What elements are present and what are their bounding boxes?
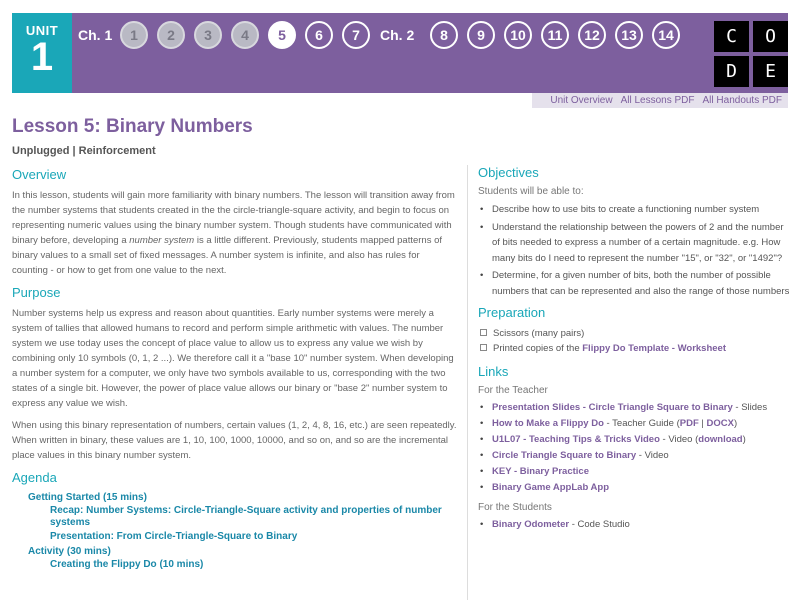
lesson-4-link[interactable]: 4 [231,21,259,49]
overview-text-emphasis: number system [129,235,195,246]
prep-item-text [493,341,726,356]
link-separator: | [698,418,707,429]
lesson-8-link[interactable]: 8 [430,21,458,49]
objectives-heading: Objectives [478,165,539,180]
lesson-9-link[interactable]: 9 [467,21,495,49]
logo-letter-c: C [714,21,749,52]
links-heading: Links [478,364,509,379]
agenda-heading: Agenda [12,470,57,485]
lesson-12-link[interactable]: 12 [578,21,606,49]
guide-docx-link[interactable]: DOCX [706,418,734,429]
prep-item-prefix: Printed copies of the [493,343,583,354]
lesson-7-link[interactable]: 7 [342,21,370,49]
student-links-list [478,517,790,533]
overview-text-part2: is a little different. Previously, students mapped patterns of binary values to a small set of fixed messages. A number system is infinite, and also has rules for counting - or how to get from one value to the next. [12,235,443,276]
objective-item: • Describe how to use bits to create a functioning number system [478,202,790,218]
preparation-heading: Preparation [478,305,546,320]
link-item [478,448,790,464]
purpose-heading: Purpose [12,285,61,300]
left-column [12,165,458,573]
chapter-2-lessons [430,21,680,49]
lesson-navigation [78,21,680,49]
link-desc: - Code Studio [569,519,630,530]
unit-label: UNIT [25,23,59,38]
agenda-recap[interactable]: Recap: Number Systems: Circle-Triangle-Square activity and properties of number systems [50,505,442,528]
checkbox-icon[interactable] [480,329,487,336]
link-item [478,517,790,533]
chapter-2-label: Ch. 2 [380,27,415,43]
link-item [478,464,790,480]
agenda-presentation[interactable]: Presentation: From Circle-Triangle-Square to Binary [50,531,298,542]
page-title: Lesson 5: Binary Numbers [12,116,253,137]
binary-game-app-link[interactable]: Binary Game AppLab App [492,482,610,493]
circle-triangle-video-link[interactable]: Circle Triangle Square to Binary [492,450,637,461]
link-item [478,416,790,432]
teaching-tips-video-link[interactable]: U1L07 - Teaching Tips & Tricks Video [492,434,660,445]
checkbox-icon[interactable] [480,344,487,351]
presentation-slides-link[interactable]: Presentation Slides - Circle Triangle Square to Binary [492,402,733,413]
column-divider [467,165,468,600]
guide-pdf-link[interactable]: PDF [679,418,699,429]
lesson-1-link[interactable]: 1 [120,21,148,49]
overview-text-part1: In this lesson, students will gain more familiarity with binary numbers. The lesson will transition away from the number systems that students created in the the circle-triangle-square activity, and begin to focus on representing numeric values using the binary number system. Though students have communicated with binary before, developing a [12,190,455,246]
chapter-1-lessons [120,21,370,49]
unit-overview-link[interactable]: Unit Overview [550,95,613,106]
code-logo[interactable] [714,21,788,87]
link-desc: - Video ( [659,434,699,445]
link-desc: - Video [636,450,669,461]
lesson-13-link[interactable]: 13 [615,21,643,49]
for-students-label: For the Students [478,502,552,513]
lesson-3-link[interactable]: 3 [194,21,222,49]
unit-badge[interactable] [12,13,72,93]
link-desc: ) [742,434,746,445]
prep-item-scissors [480,326,790,341]
prep-item-text: Scissors (many pairs) [493,328,585,339]
lesson-10-link[interactable]: 10 [504,21,532,49]
prep-item-printed-copies [480,341,790,356]
binary-odometer-link[interactable]: Binary Odometer [492,519,570,530]
agenda-getting-started[interactable]: Getting Started (15 mins) [28,492,147,503]
right-column [478,165,790,533]
lesson-subtitle: Unplugged | Reinforcement [12,145,156,157]
lesson-2-link[interactable]: 2 [157,21,185,49]
overview-heading: Overview [12,167,67,182]
logo-letter-o: O [753,21,788,52]
objective-item: • Determine, for a given number of bits, both the number of possible numbers that can be represented and also the range of those numbers [478,268,790,299]
lesson-11-link[interactable]: 11 [541,21,569,49]
flippy-do-worksheet-link[interactable]: Flippy Do Template - Worksheet [582,343,727,354]
video-download-link[interactable]: download [698,434,743,445]
lesson-5-link[interactable]: 5 [268,21,296,49]
objectives-intro: Students will be able to: [478,186,584,197]
agenda-activity-sub[interactable]: Creating the Flippy Do (10 mins) [50,559,204,570]
chapter-1-label: Ch. 1 [78,27,113,43]
all-handouts-pdf-link[interactable]: All Handouts PDF [702,95,782,106]
logo-letter-e: E [753,56,788,87]
agenda-activity[interactable]: Activity (30 mins) [28,546,111,557]
for-teacher-label: For the Teacher [478,385,548,396]
purpose-paragraph-1: Number systems help us express and reason about quantities. Early number systems were merely a system of tallies that allowed humans to record and perform simple arithmetic with values. The number system we use today uses the concept of place value to allow us to express any value we wish by combining only 10 symbols (0, 1, 2 ...). We therefore call it a "base 10" number system. When developing a number system for a computer, we only have two symbols available to us, corresponding with the two states of a single bit. However, the power of place value allows our binary or "base 2" number system to express any value we wish. [12,308,454,409]
link-item [478,400,790,416]
overview-text [12,188,458,278]
all-lessons-pdf-link[interactable]: All Lessons PDF [620,95,695,106]
purpose-paragraph-2: When using this binary representation of numbers, certain values (1, 2, 4, 8, 16, etc.) are seen repeatedly. When written in binary, these values are 1, 10, 100, 1000, 10000, and so on, and so are the incremental place values in this binary number system. [12,420,457,461]
lesson-14-link[interactable]: 14 [652,21,680,49]
link-desc: ) [733,418,738,429]
objective-item: • Understand the relationship between the powers of 2 and the number of bits needed to express a number of a certain magnitude. e.g. How many bits do I need to represent the number "15", or "32", or "1492"? [478,220,790,267]
link-item [478,432,790,448]
link-desc: - Slides [732,402,768,413]
unit-number: 1 [30,35,54,79]
objectives-list [478,202,790,299]
lesson-6-link[interactable]: 6 [305,21,333,49]
logo-letter-d: D [714,56,749,87]
sub-navigation [532,93,788,108]
unit-header [12,13,788,93]
flippy-do-guide-link[interactable]: How to Make a Flippy Do [492,418,604,429]
link-desc: - Teacher Guide ( [603,418,680,429]
link-item [478,480,790,496]
teacher-links-list [478,400,790,496]
binary-practice-key-link[interactable]: KEY - Binary Practice [492,466,589,477]
